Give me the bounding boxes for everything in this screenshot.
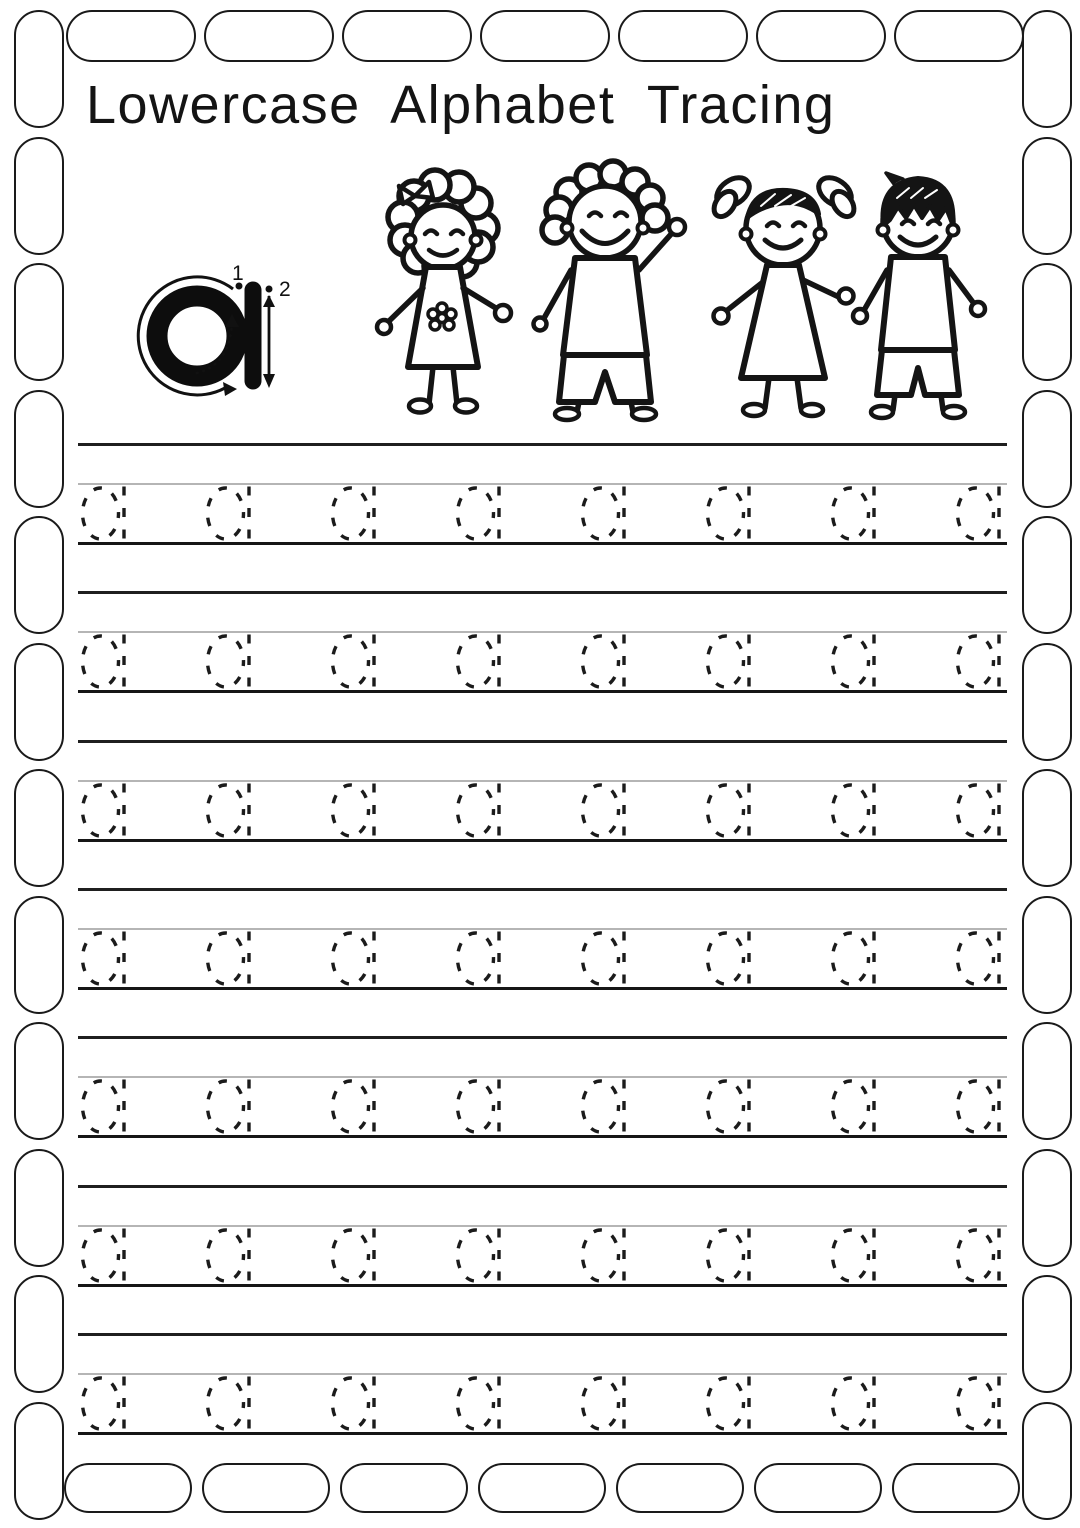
border-pill	[14, 769, 64, 887]
boy4-foot	[871, 406, 893, 418]
trace-letter-a	[956, 782, 1004, 839]
writing-line	[78, 1076, 1007, 1138]
border-pill	[14, 137, 64, 255]
trace-letter-a	[456, 485, 504, 542]
girl3-foot	[743, 404, 765, 416]
trace-letter-a	[81, 782, 129, 839]
border-pill	[478, 1463, 606, 1513]
row-top-line	[78, 1036, 1007, 1039]
girl3-hand	[839, 289, 854, 304]
trace-letter-a	[956, 485, 1004, 542]
row-top-line	[78, 443, 1007, 446]
trace-letter-a	[331, 1227, 379, 1284]
border-pill	[1022, 263, 1072, 381]
boy2-ear	[638, 223, 649, 234]
trace-letter-a	[831, 1227, 879, 1284]
trace-letter-a	[81, 1078, 129, 1135]
row-top-line	[78, 888, 1007, 891]
trace-letter-a	[206, 930, 254, 987]
border-pill	[14, 516, 64, 634]
boy4-ear	[878, 225, 889, 236]
border-pill	[1022, 896, 1072, 1014]
border-pill	[1022, 769, 1072, 887]
writing-line	[78, 631, 1007, 693]
trace-letter-a	[706, 1375, 754, 1432]
trace-letter-a	[81, 1227, 129, 1284]
border-pill	[14, 263, 64, 381]
trace-letter-a	[706, 633, 754, 690]
border-pill	[616, 1463, 744, 1513]
girl3-hand	[714, 309, 729, 324]
row-top-line	[78, 1185, 1007, 1188]
trace-letter-a	[206, 633, 254, 690]
border-pill	[64, 1463, 192, 1513]
trace-letter-a	[81, 1375, 129, 1432]
girl-pigtails	[710, 172, 859, 416]
border-pill	[1022, 137, 1072, 255]
trace-letter-a	[581, 1227, 629, 1284]
border-pill	[14, 1402, 64, 1520]
border-pill	[202, 1463, 330, 1513]
trace-letter-a	[581, 782, 629, 839]
boy2-raised-arm	[639, 232, 673, 270]
border-pill	[1022, 1149, 1072, 1267]
boy2-hand	[669, 219, 685, 235]
girl3-ear	[815, 229, 826, 240]
girl3-ear	[741, 229, 752, 240]
trace-letter-a	[956, 1375, 1004, 1432]
girl1-ear	[471, 235, 482, 246]
trace-letter-a	[206, 1375, 254, 1432]
letter-a-bowl	[157, 296, 237, 376]
border-pill	[14, 10, 64, 128]
boy-spiky-hair	[853, 173, 985, 418]
boy4-foot	[943, 406, 965, 418]
page-title: Lowercase Alphabet Tracing	[86, 75, 836, 135]
writing-line	[78, 1373, 1007, 1435]
boy2-foot	[555, 408, 579, 420]
boy2-hand	[534, 318, 547, 331]
boy4-shirt	[881, 257, 955, 350]
stroke-order-diagram	[133, 252, 313, 417]
trace-letter-a	[706, 782, 754, 839]
girl1-face	[411, 205, 475, 269]
border-pill	[1022, 390, 1072, 508]
trace-letter-a	[331, 633, 379, 690]
boy2-ear	[562, 223, 573, 234]
trace-letter-a	[956, 930, 1004, 987]
stroke2-start-dot	[266, 286, 273, 293]
girl-curly-hair	[377, 170, 511, 413]
border-pill	[1022, 516, 1072, 634]
boy2-face	[569, 186, 641, 258]
writing-line	[78, 1225, 1007, 1287]
boy2-foot	[632, 408, 656, 420]
tracing-row	[78, 1333, 1007, 1433]
trace-letter-a	[581, 485, 629, 542]
trace-letter-a	[831, 1078, 879, 1135]
trace-letter-a	[581, 1078, 629, 1135]
boy4-arm	[949, 270, 975, 305]
trace-letter-a	[331, 1078, 379, 1135]
boy4-hand	[853, 309, 867, 323]
trace-letter-a	[831, 633, 879, 690]
border-pill	[894, 10, 1024, 62]
tracing-row	[78, 591, 1007, 691]
boy2-shirt	[563, 258, 647, 355]
stroke1-arrowhead-icon	[223, 382, 237, 396]
trace-letter-a	[81, 485, 129, 542]
trace-letter-a	[831, 782, 879, 839]
row-top-line	[78, 740, 1007, 743]
children-illustration	[363, 140, 995, 424]
letter-example-a	[133, 252, 313, 417]
border-pill	[204, 10, 334, 62]
girl3-legs	[765, 378, 801, 408]
trace-letter-a	[456, 782, 504, 839]
boy4-hand	[971, 302, 985, 316]
trace-letter-a	[206, 485, 254, 542]
border-pill	[754, 1463, 882, 1513]
trace-letter-a	[831, 485, 879, 542]
trace-letter-a	[831, 930, 879, 987]
writing-line	[78, 780, 1007, 842]
border-pill	[340, 1463, 468, 1513]
girl1-foot	[455, 400, 477, 413]
trace-letter-a	[206, 1227, 254, 1284]
trace-letter-a	[81, 633, 129, 690]
trace-letter-a	[331, 485, 379, 542]
border-pill	[756, 10, 886, 62]
tracing-row	[78, 888, 1007, 988]
boy4-shorts	[877, 350, 959, 395]
border-pill	[892, 1463, 1020, 1513]
boy4-ear	[948, 225, 959, 236]
trace-letter-a	[581, 633, 629, 690]
trace-letter-a	[706, 930, 754, 987]
border-pill	[14, 1275, 64, 1393]
writing-line	[78, 928, 1007, 990]
trace-letter-a	[706, 1227, 754, 1284]
border-pill	[14, 896, 64, 1014]
trace-letter-a	[706, 1078, 754, 1135]
row-top-line	[78, 1333, 1007, 1336]
stroke2-number: 2	[279, 278, 291, 301]
border-pill	[14, 1022, 64, 1140]
stroke1-number: 1	[232, 262, 244, 285]
border-pill	[480, 10, 610, 62]
girl1-legs	[429, 367, 457, 404]
tracing-row	[78, 443, 1007, 543]
border-pill	[14, 643, 64, 761]
boy2-shorts	[559, 355, 651, 402]
stroke2-down-arrowhead-icon	[263, 374, 275, 388]
tracing-row	[78, 1036, 1007, 1136]
boy-waving	[534, 161, 686, 420]
girl1-hand	[377, 320, 391, 334]
trace-letter-a	[81, 930, 129, 987]
trace-letter-a	[331, 930, 379, 987]
tracing-row	[78, 740, 1007, 840]
border-pill	[1022, 1275, 1072, 1393]
trace-letter-a	[456, 930, 504, 987]
border-pill	[1022, 1402, 1072, 1520]
border-pill	[1022, 1022, 1072, 1140]
row-top-line	[78, 591, 1007, 594]
trace-letter-a	[206, 782, 254, 839]
trace-letter-a	[456, 1375, 504, 1432]
border-pill	[618, 10, 748, 62]
trace-letter-a	[831, 1375, 879, 1432]
border-pill	[1022, 10, 1072, 128]
border-pill	[14, 390, 64, 508]
trace-letter-a	[581, 930, 629, 987]
stroke2-up-arrowhead-icon	[263, 295, 275, 307]
border-pill	[66, 10, 196, 62]
trace-letter-a	[456, 1078, 504, 1135]
trace-letter-a	[956, 1227, 1004, 1284]
trace-letter-a	[956, 633, 1004, 690]
trace-letter-a	[456, 633, 504, 690]
trace-letter-a	[706, 485, 754, 542]
trace-letter-a	[956, 1078, 1004, 1135]
border-pill	[342, 10, 472, 62]
border-pill	[14, 1149, 64, 1267]
girl1-foot	[409, 400, 431, 413]
trace-letter-a	[206, 1078, 254, 1135]
trace-letter-a	[331, 1375, 379, 1432]
girl3-foot	[801, 404, 823, 416]
border-pill	[1022, 643, 1072, 761]
tracing-row	[78, 1185, 1007, 1285]
girl1-hand	[495, 305, 511, 321]
writing-line	[78, 483, 1007, 545]
trace-letter-a	[456, 1227, 504, 1284]
girl1-ear	[405, 235, 416, 246]
trace-letter-a	[581, 1375, 629, 1432]
trace-letter-a	[331, 782, 379, 839]
